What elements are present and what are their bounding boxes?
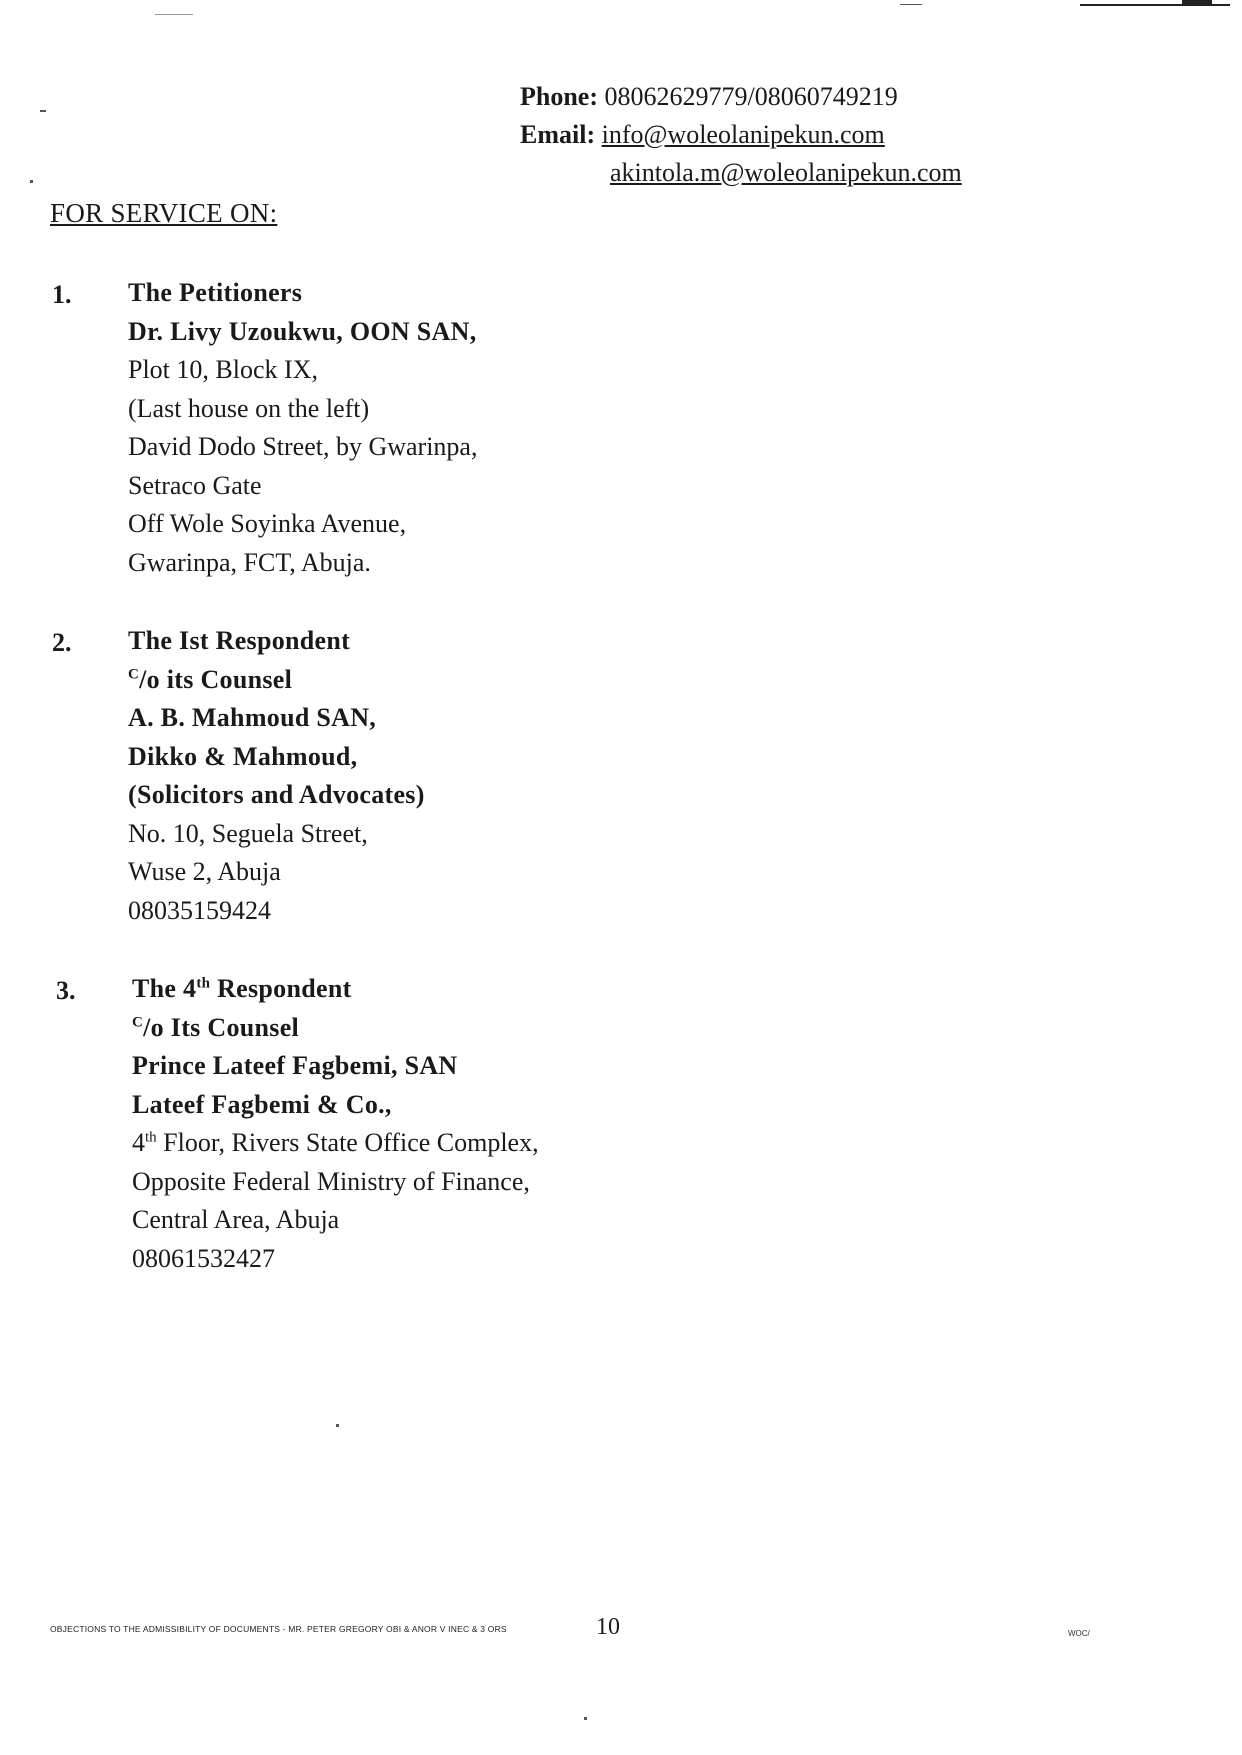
address-line: Wuse 2, Abuja bbox=[128, 857, 281, 886]
item-title: The Ist Respondent bbox=[128, 626, 351, 655]
ordinal-sup: th bbox=[196, 975, 211, 992]
service-item-first-respondent bbox=[128, 622, 425, 930]
care-of-text: its Counsel bbox=[166, 664, 293, 694]
scan-mark bbox=[30, 180, 33, 183]
floor-ordinal-sup: th bbox=[145, 1129, 157, 1146]
email-label: Email: bbox=[520, 120, 596, 149]
scan-mark bbox=[900, 4, 922, 5]
address-line: (Last house on the left) bbox=[128, 393, 370, 423]
firm-name: Dikko & Mahmoud, bbox=[128, 741, 358, 771]
floor-number: 4 bbox=[132, 1128, 145, 1157]
item-title bbox=[132, 970, 539, 1009]
address-line: Setraco Gate bbox=[128, 470, 262, 500]
phone-value: 08062629779/08060749219 bbox=[604, 82, 898, 111]
phone-number: 08035159424 bbox=[128, 895, 271, 925]
phone-number: 08061532427 bbox=[132, 1243, 275, 1273]
scan-mark bbox=[584, 1717, 587, 1720]
scan-mark bbox=[1182, 0, 1212, 4]
item-title: The Petitioners bbox=[128, 278, 303, 307]
care-of-slash: /o bbox=[139, 664, 160, 694]
address-line: No. 10, Seguela Street, bbox=[128, 818, 368, 848]
email-row bbox=[520, 116, 962, 154]
footer-initials: WOC/ bbox=[1068, 1629, 1090, 1638]
scan-mark bbox=[155, 14, 193, 15]
address-line: Central Area, Abuja bbox=[132, 1205, 340, 1234]
care-of-text: Its Counsel bbox=[170, 1012, 300, 1042]
firm-description: (Solicitors and Advocates) bbox=[128, 780, 425, 809]
email-secondary-row bbox=[520, 154, 962, 192]
address-line: Plot 10, Block IX, bbox=[128, 355, 318, 384]
care-of-slash: /o bbox=[143, 1012, 164, 1042]
scan-mark bbox=[336, 1424, 339, 1427]
care-of-sup: C bbox=[128, 665, 140, 682]
item-number: 3. bbox=[56, 976, 76, 1005]
service-item-fourth-respondent bbox=[132, 970, 539, 1278]
address-line: David Dodo Street, by Gwarinpa, bbox=[128, 432, 478, 461]
service-heading: FOR SERVICE ON: bbox=[50, 198, 278, 228]
phone-row bbox=[520, 78, 962, 116]
care-of-line bbox=[128, 661, 425, 700]
contact-block bbox=[520, 78, 962, 192]
scan-mark bbox=[1080, 4, 1230, 6]
item-number: 2. bbox=[52, 628, 72, 657]
phone-label: Phone: bbox=[520, 82, 598, 111]
email-secondary-link[interactable]: akintola.m@woleolanipekun.com bbox=[610, 158, 962, 187]
scan-mark bbox=[40, 110, 46, 112]
service-item-petitioners bbox=[128, 274, 477, 582]
item-title-prefix: The 4 bbox=[132, 974, 197, 1003]
firm-name: Lateef Fagbemi & Co., bbox=[132, 1089, 392, 1119]
counsel-name: Dr. Livy Uzoukwu, OON SAN, bbox=[128, 316, 477, 346]
floor-address: Floor, Rivers State Office Complex, bbox=[163, 1128, 539, 1157]
care-of-sup: C bbox=[132, 1013, 144, 1030]
address-line: Opposite Federal Ministry of Finance, bbox=[132, 1166, 530, 1196]
address-line: Off Wole Soyinka Avenue, bbox=[128, 509, 407, 538]
address-line: Gwarinpa, FCT, Abuja. bbox=[128, 547, 371, 577]
item-number: 1. bbox=[52, 280, 72, 309]
care-of-line bbox=[132, 1009, 539, 1048]
address-line bbox=[132, 1124, 539, 1163]
email-primary-link[interactable]: info@woleolanipekun.com bbox=[601, 120, 885, 149]
counsel-name: A. B. Mahmoud SAN, bbox=[128, 703, 377, 732]
counsel-name: Prince Lateef Fagbemi, SAN bbox=[132, 1051, 458, 1080]
footer-caption: OBJECTIONS TO THE ADMISSIBILITY OF DOCUMENTS - MR. PETER GREGORY OBI & ANOR V INEC & 3 ORS bbox=[50, 1624, 507, 1634]
page-number: 10 bbox=[596, 1614, 620, 1640]
item-title-rest: Respondent bbox=[210, 974, 352, 1003]
